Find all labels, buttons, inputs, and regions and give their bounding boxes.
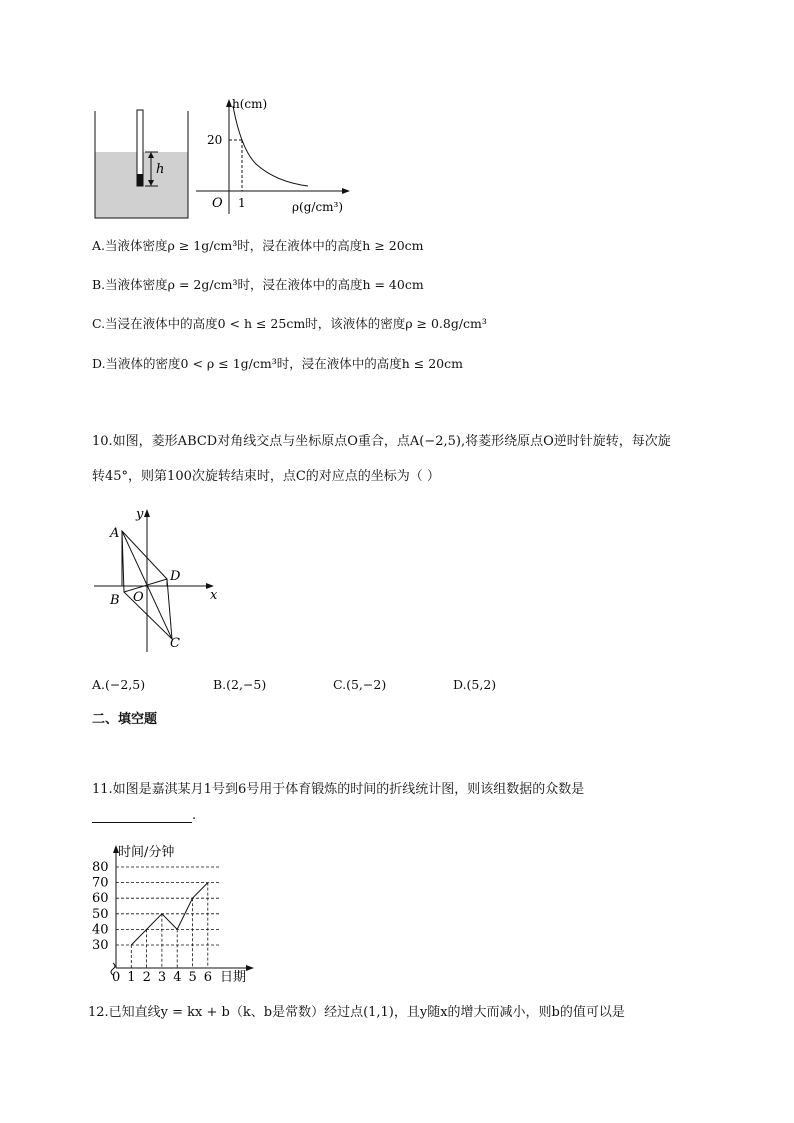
y-tick-label-40: 40 [92,922,109,938]
stick-weight [137,174,143,186]
q9-option-d: D.当液体的密度0 < ρ ≤ 1g/cm³时，浸在液体中的高度h ≤ 20cm [92,356,463,371]
rhombus-figure [92,504,222,654]
exercise-line-chart [92,840,262,984]
label-c: C [170,636,180,651]
q10-text-line1: 10.如图，菱形ABCD对角线交点与坐标原点O重合，点A(−2,5),将菱形绕原点O逆时针旋转，每次旋 [92,434,671,449]
q9-option-a: A.当液体密度ρ ≥ 1g/cm³时，浸在液体中的高度h ≥ 20cm [92,238,424,253]
y-axis-label: h(cm) [232,97,268,111]
y-tick-label-30: 30 [92,938,109,953]
x-tick-label-2: 2 [142,970,151,984]
q10-option-a: A.(−2,5) [92,677,146,692]
density-graph [196,94,356,218]
q9-option-b: B.当液体密度ρ = 2g/cm³时，浸在液体中的高度h = 40cm [92,277,424,292]
q9-option-c: C.当浸在液体中的高度0 < h ≤ 25cm时，该液体的密度ρ ≥ 0.8g/cm³ [92,316,487,331]
x-tick-label-0: 0 [112,970,121,984]
q11-text: 11.如图是嘉淇某月1号到6号用于体育锻炼的时间的折线统计图，则该组数据的众数是 [92,782,585,797]
label-b: B [110,593,120,608]
y-tick-label-80: 80 [92,860,109,875]
tick-20: 20 [207,133,223,147]
x-tick-label-1: 1 [127,970,136,984]
q11-answer-blank[interactable] [92,808,196,823]
label-y: y [136,507,144,522]
x-tick-label-3: 3 [157,970,167,984]
h-label: h [156,162,165,177]
blank-period: . [192,808,197,823]
tick-1: 1 [238,196,246,210]
q10-option-d: D.(5,2) [453,677,497,692]
label-o: O [133,590,144,605]
label-d: D [170,569,181,584]
beaker-figure [92,108,192,222]
q10-option-b: B.(2,−5) [213,677,267,692]
y-tick-label-50: 50 [92,906,109,922]
label-a: A [110,526,120,541]
x-axis-arrow [246,965,254,971]
x-axis-title: 日期 [220,970,247,984]
answer-line[interactable] [92,808,192,823]
x-tick-label-5: 5 [188,970,197,984]
q10-text-line2: 转45°，则第100次旋转结束时，点C的对应点的坐标为（ ） [92,469,440,484]
section-title: 二、填空题 [92,712,158,727]
q10-option-c: C.(5,−2) [333,677,387,692]
origin-label: O [212,196,223,211]
y-tick-label-70: 70 [92,875,109,891]
x-axis-label: ρ(g/cm³) [292,200,344,214]
x-tick-label-4: 4 [173,970,182,984]
x-tick-label-6: 6 [203,970,213,984]
y-axis-title: 时间/分钟 [118,845,175,860]
label-x: x [210,588,218,603]
q12-text: 12.已知直线y = kx + b（k、b是常数）经过点(1,1)，且y随x的增大而减小，则b的值可以是 [88,1005,625,1020]
curve [233,106,308,186]
y-tick-label-60: 60 [92,891,109,907]
